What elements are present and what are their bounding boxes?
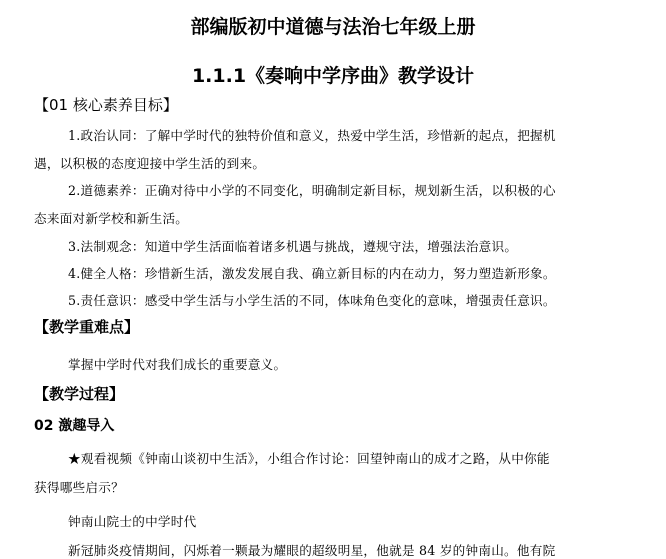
sub-heading-intro: 02 激趣导入 — [34, 418, 115, 434]
document-subtitle: 1.1.1《奏响中学序曲》教学设计 — [191, 65, 475, 87]
activity-text-line2: 获得哪些启示？ — [34, 480, 124, 495]
activity-text-line1: ★观看视频《钟南山谈初中生活》，小组合作讨论：回望钟南山的成才之路，从中你能 — [68, 451, 550, 466]
goal-item-1-line1: 1.政治认同：了解中学时代的独特价值和意义，热爱中学生活，珍惜新的起点，把握机 — [68, 128, 556, 143]
goal-item-3: 3.法制观念：知道中学生活面临着诸多机遇与挑战，遵规守法，增强法治意识。 — [68, 239, 518, 254]
document-title: 部编版初中道德与法治七年级上册 — [190, 16, 476, 38]
goal-item-1-line2: 遇，以积极的态度迎接中学生活的到来。 — [34, 156, 266, 171]
section-heading-key: 【教学重难点】 — [34, 318, 140, 336]
section-heading-goals: 【01 核心素养目标】 — [34, 96, 178, 114]
story-title: 钟南山院士的中学时代 — [68, 514, 197, 529]
goal-item-2-line2: 态来面对新学校和新生活。 — [34, 211, 189, 226]
story-text-line1: 新冠肺炎疫情期间，闪烁着一颗最为耀眼的超级明星，他就是 84 岁的钟南山。他有院 — [68, 543, 556, 558]
goal-item-5: 5.责任意识：感受中学生活与小学生活的不同，体味角色变化的意味，增强责任意识。 — [68, 293, 556, 308]
section-heading-process: 【教学过程】 — [34, 385, 125, 403]
key-point-text: 掌握中学时代对我们成长的重要意义。 — [68, 357, 287, 372]
goal-item-2-line1: 2.道德素养：正确对待中小学的不同变化，明确制定新目标，规划新生活，以积极的心 — [68, 183, 556, 198]
goal-item-4: 4.健全人格：珍惜新生活，激发发展自我、确立新目标的内在动力，努力塑造新形象。 — [68, 266, 556, 281]
